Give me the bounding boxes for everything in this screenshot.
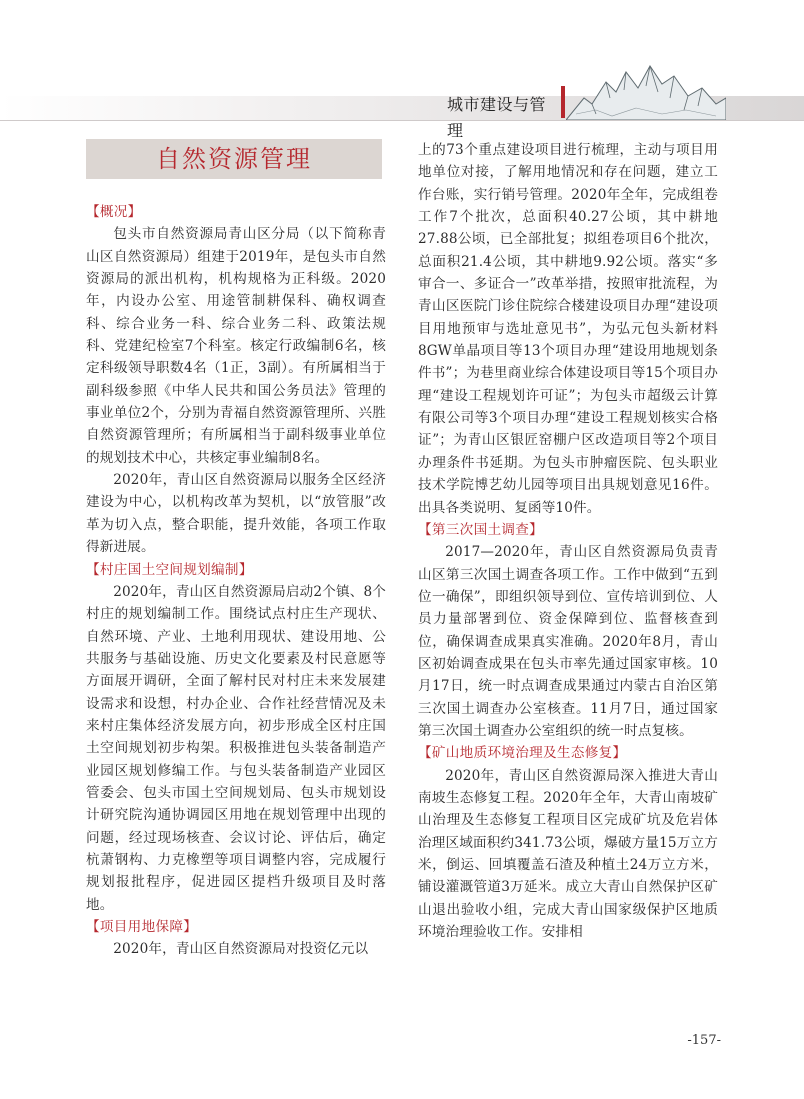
mountain-icon: [566, 58, 726, 128]
paragraph-third-survey: 2017—2020年，青山区自然资源局负责青山区第三次国土调查各项工作。工作中做到“五到位一确保”，即组织领导到位、宣传培训到位、人员力量部署到位、资金保障到位、监督核查到位，确保调查成果真实准确。2020年8月，青山区初始调查成果在包头市率先通过国家审核。10月17日，统一时点调查成果通过内蒙古自治区第三次国土调查办公室核查。11月7日，通过国家第三次国土调查办公室组织的统一时点复核。: [418, 544, 718, 739]
paragraph-land-guarantee-cont: 上的73个重点建设项目进行梳理，主动与项目用地单位对接，了解用地情况和存在问题，建立工作台账，实行销号管理。2020年全年，完成组卷工作7个批次，总面积40.27公顷，其中耕地27.88公顷，已全部批复；拟组卷项目6个批次，总面积21.4公顷，其中耕地9.92公顷。落实“多审合一、多证合一”改革举措，按照审批流程，为青山区医院门诊住院综合楼建设项目办理“建设项目用地预审与选址意见书”，为弘元包头新材料8GW单晶项目等13个项目办理“建设用地规划条件书”；为巷里商业综合体建设项目等15个项目办理“建设工程规划许可证”；为包头市超级云计算有限公司等3个项目办理“建设工程规划核实合格证”；为青山区银匠窑棚户区改造项目等2个项目办理条件书延期。为包头市肿瘤医院、包头职业技术学院博艺幼儿园等项目出具规划意见16件。出具各类说明、复函等10件。: [418, 142, 718, 516]
heading-village-planning: 【村庄国土空间规划编制】: [86, 561, 253, 578]
heading-overview: 【概况】: [86, 204, 142, 220]
left-column: [86, 201, 386, 961]
header-rule: [0, 120, 804, 121]
heading-mine-restoration: 【矿山地质环境治理及生态修复】: [418, 745, 627, 762]
paragraph-overview-2: 2020年，青山区自然资源局以服务全区经济建设为中心，以机构改革为契机，以“放管服”改革为切入点，整合职能，提升效能，各项工作取得新进展。: [86, 472, 386, 556]
paragraph-overview-1: 包头市自然资源局青山区分局（以下简称青山区自然资源局）组建于2019年，是包头市自然资源局的派出机构，机构规格为正科级。2020年，内设办公室、用途管制耕保科、确权调查科、综合业务一科、综合业务二科、政策法规科、党建纪检室7个科室。核定行政编制6名，核定科级领导职数4名（1正，3副）。有所属相当于副科级参照《中华人民共和国公务员法》管理的事业单位2个，分别为青福自然资源管理所、兴胜自然资源管理所；有所属相当于副科级事业单位的规划技术中心，共核定事业编制8名。: [86, 226, 386, 466]
heading-third-survey: 【第三次国土调查】: [418, 521, 544, 538]
heading-land-guarantee: 【项目用地保障】: [86, 919, 198, 935]
paragraph-land-guarantee-start: 2020年，青山区自然资源局对投资亿元以: [113, 941, 369, 958]
paragraph-village-planning: 2020年，青山区自然资源局启动2个镇、8个村庄的规划编制工作。围绕试点村庄生产现状、自然环境、产业、土地利用现状、建设用地、公共服务与基础设施、历史文化要素及村民意愿等方面展开调研，全面了解村民对村庄未来发展建设需求和设想，村办企业、合作社经营情况及未来村庄集体经济发展方向，初步形成全区村庄国土空间规划初步构架。积极推进包头装备制造产业园区规划修编工作。与包头装备制造产业园区管委会、包头市国土空间规划局、包头市规划设计研究院沟通协调园区用地在规划管理中出现的问题，经过现场核查、会议讨论、评估后，确定杭萧钢构、力克橡塑等项目调整内容，完成履行规划报批程序，促进园区提档升级项目及时落地。: [86, 583, 386, 913]
page-number: -157-: [687, 1033, 721, 1048]
section-title: 自然资源管理: [156, 145, 312, 173]
header-accent-bar: [561, 86, 565, 118]
paragraph-mine-restoration: 2020年，青山区自然资源局深入推进大青山南坡生态修复工程。2020年全年，大青山南坡矿山治理及生态修复工程项目区完成矿坑及危岩体治理区域面积约341.73公顷，爆破方量15万立方米，倒运、回填覆盖石渣及种植土24万立方米，铺设灌溉管道3万延米。成立大青山自然保护区矿山退出验收小组，完成大青山国家级保护区地质环境治理验收工作。安排相: [418, 767, 718, 941]
section-title-box: [86, 139, 382, 179]
running-title: 城市建设与管理: [447, 95, 547, 140]
right-column: [418, 139, 718, 943]
